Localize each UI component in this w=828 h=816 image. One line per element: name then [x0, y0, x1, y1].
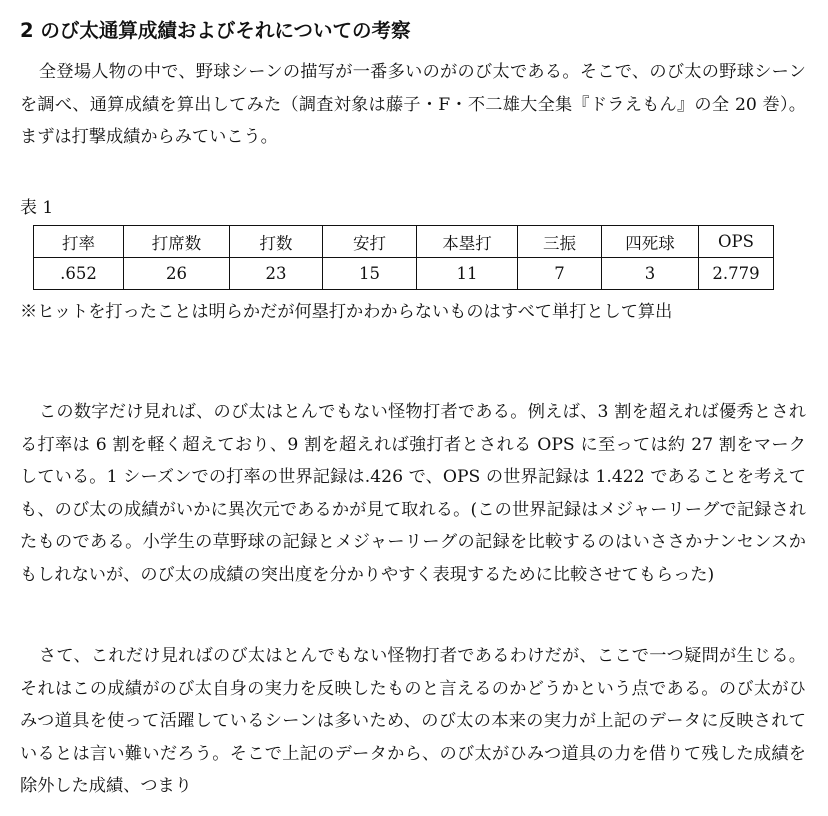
table-header-cell: 打率	[34, 226, 124, 258]
table-value-cell: .652	[34, 258, 124, 290]
table-header-cell: 打席数	[124, 226, 230, 258]
section-heading: 2 のび太通算成績およびそれについての考察	[20, 19, 411, 42]
table-footnote: ※ヒットを打ったことは明らかだが何塁打かわからないものはすべて単打として算出	[20, 302, 673, 322]
table-value-cell: 7	[518, 258, 602, 290]
table-header-cell: 本塁打	[417, 226, 518, 258]
table-header-cell: 三振	[518, 226, 602, 258]
table-header-cell: OPS	[699, 226, 774, 258]
table-header-cell: 四死球	[602, 226, 699, 258]
table-value-row	[34, 258, 774, 290]
table-value-cell: 2.779	[699, 258, 774, 290]
table-value-cell: 3	[602, 258, 699, 290]
table-header-cell: 安打	[323, 226, 417, 258]
table-value-cell: 11	[417, 258, 518, 290]
analysis-paragraph: この数字だけ見れば、のび太はとんでもない怪物打者である。例えば、3 割を超えれば優秀とされる打率は 6 割を軽く超えており、9 割を超えれば強打者とされる OPS に至っては約 27 割をマークしている。1 シーズンでの打率の世界記録は.426 で、OPS の世界記録は 1.422 であることを考えても、のび太の成績がいかに異次元であるかが見て取れる。(この世界記録はメジャーリーグで記録されたものである。小学生の草野球の記録とメジャーリーグの記録を比較するのはいささかナンセンスかもしれないが、のび太の成績の突出度を分かりやすく表現するために比較させてもらった)	[20, 402, 806, 585]
table-value-cell: 15	[323, 258, 417, 290]
table-value-cell: 23	[230, 258, 323, 290]
table-header-cell: 打数	[230, 226, 323, 258]
batting-stats-table	[33, 225, 774, 290]
table-header-row	[34, 226, 774, 258]
table-caption: 表 1	[20, 198, 54, 218]
table-value-cell: 26	[124, 258, 230, 290]
intro-paragraph: 全登場人物の中で、野球シーンの描写が一番多いのがのび太である。そこで、のび太の野球シーンを調べ、通算成績を算出してみた（調査対象は藤子・F・不二雄大全集『ドラえもん』の全 20 巻）。まずは打撃成績からみていこう。	[20, 62, 806, 148]
question-paragraph: さて、これだけ見ればのび太はとんでもない怪物打者であるわけだが、ここで一つ疑問が生じる。それはこの成績がのび太自身の実力を反映したものと言えるのかどうかという点である。のび太がひみつ道具を使って活躍しているシーンは多いため、のび太の本来の実力が上記のデータに反映されているとは言い難いだろう。そこで上記のデータから、のび太がひみつ道具の力を借りて残した成績を除外した成績、つまり	[20, 646, 806, 797]
